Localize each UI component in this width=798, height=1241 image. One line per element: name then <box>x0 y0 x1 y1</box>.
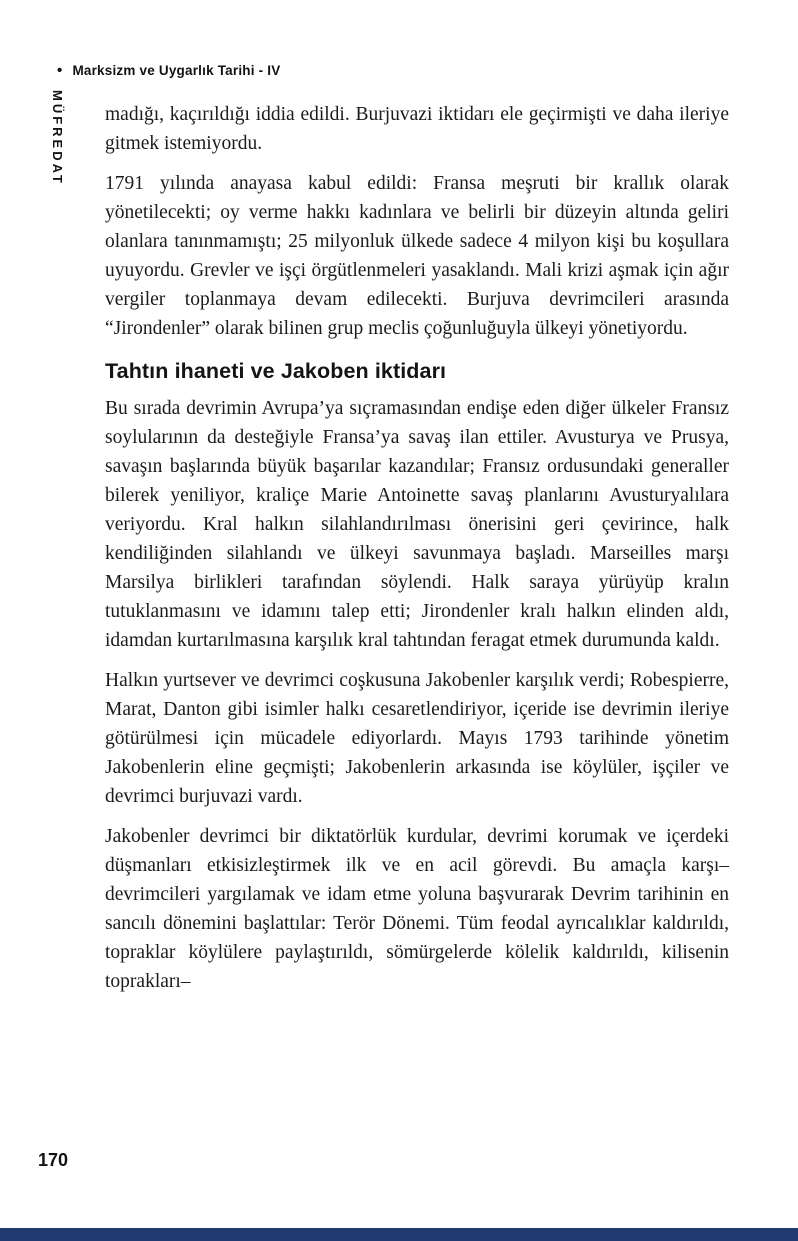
sidebar-label: MÜFREDAT <box>50 90 65 186</box>
footer-bar <box>0 1228 798 1241</box>
paragraph-continuation: madığı, kaçırıldığı iddia edildi. Burjuvazi iktidarı ele geçirmişti ve daha ileriye gitmek istemiyordu. <box>105 104 729 154</box>
paragraph: 1791 yılında anayasa kabul edildi: Fransa meşruti bir krallık olarak yönetilecekti; oy verme hakkı kadınlara ve belirli bir düzeyin altında geliri olanlara tanınmamıştı; 25 milyonluk ülkede sadece 4 milyon kişi bu koşullara uyuyordu. Grevler ve işçi örgütlenmeleri yasaklandı. Mali krizi aşmak için ağır vergiler toplanmaya devam edilecekti. Burjuva devrimcileri arasında “Jirondenler” olarak bilinen grup meclis çoğunluğuyla ülkeyi yönetiyordu. <box>105 173 729 339</box>
paragraph: Halkın yurtsever ve devrimci coşkusuna Jakobenler karşılık verdi; Robespierre, Marat, Danton gibi isimler halkı cesaretlendiriyor, içeride ise devrimin ileriye götürülmesi için mücadele ediyorlardı. Mayıs 1793 tarihinde yönetim Jakobenlerin eline geçmişti; Jakobenlerin arkasında ise köylüler, işçiler ve devrimci burjuvazi vardı. <box>105 670 729 807</box>
running-header <box>57 63 280 78</box>
header-bullet-icon: • <box>57 62 63 79</box>
page-content <box>105 100 729 1007</box>
header-title: Marksizm ve Uygarlık Tarihi - IV <box>72 63 281 78</box>
section-heading: Tahtın ihaneti ve Jakoben iktidarı <box>105 359 447 383</box>
paragraph: Bu sırada devrimin Avrupa’ya sıçramasından endişe eden diğer ülkeler Fransız soylularının da desteğiyle Fransa’ya savaş ilan ettiler. Avusturya ve Prusya, savaşın başlarında büyük başarılar kazandılar; Fransız ordusundaki generaller bilerek yeniliyor, kraliçe Marie Antoinette savaş planlarını Avusturyalılara veriyordu. Kral halkın silahlandırılması önerisini geri çevirince, halk kendiliğinden silahlandı ve ülkeyi savunmaya başladı. Marseilles marşı Marsilya birlikleri tarafından söylendi. Halk saraya yürüyüp kralın tutuklanmasını ve idamını talep etti; Jirondenler kralı halkın elinden aldı, idamdan kurtarılmasına karşılık kral tahtından feragat etmek durumunda kaldı. <box>105 398 729 651</box>
page-number: 170 <box>38 1150 69 1170</box>
paragraph: Jakobenler devrimci bir diktatörlük kurdular, devrimi korumak ve içerdeki düşmanları etkisizleştirmek ilk ve en acil görevdi. Bu amaçla karşı–devrimcileri yargılamak ve idam etme yoluna başvurarak Devrim tarihinin en sancılı dönemini başlattılar: Terör Dönemi. Tüm feodal ayrıcalıklar kaldırıldı, topraklar köylülere paylaştırıldı, sömürgelerde kölelik kaldırıldı, kilisenin toprakları– <box>105 826 729 992</box>
